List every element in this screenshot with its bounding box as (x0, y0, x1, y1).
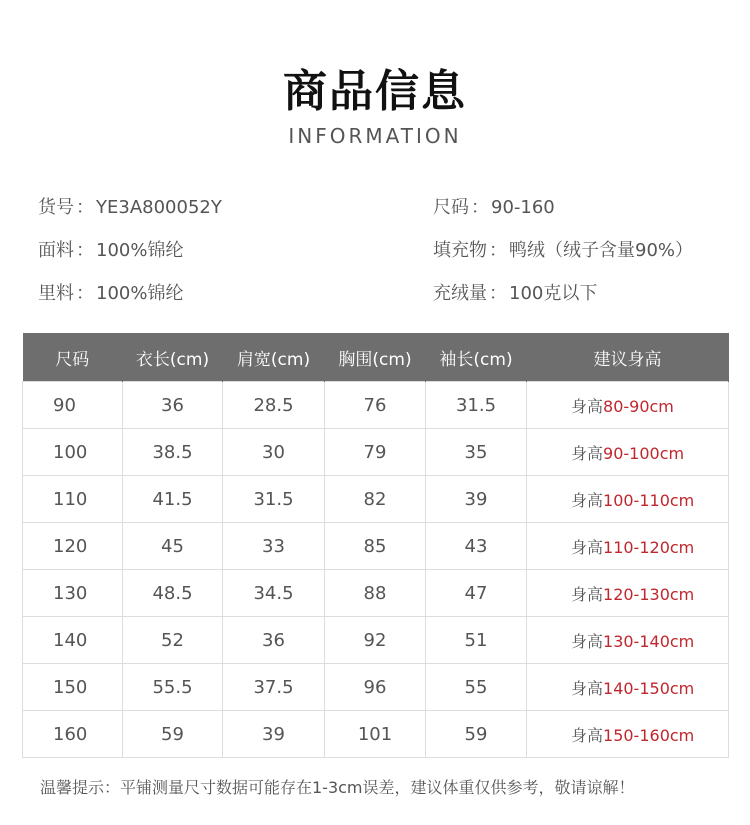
cell-height (527, 429, 729, 476)
height-range: 130-140cm (603, 631, 695, 651)
cell-sleeve: 47 (426, 570, 527, 617)
info-value: 100%锦纶 (96, 240, 184, 261)
height-range: 140-150cm (603, 678, 695, 698)
cell-sleeve: 51 (426, 617, 527, 664)
height-prefix: 身高 (571, 584, 604, 604)
height-range: 150-160cm (603, 725, 695, 745)
cell-size: 120 (23, 523, 123, 570)
cell-length: 48.5 (123, 570, 223, 617)
info-item-lining: 里料 ： 100%锦纶 (38, 283, 184, 304)
info-value: 鸭绒（绒子含量90%） (509, 240, 694, 261)
cell-chest: 76 (325, 382, 426, 429)
cell-sleeve: 35 (426, 429, 527, 476)
info-item-filling: 填充物 ： 鸭绒（绒子含量90%） (433, 240, 694, 261)
cell-chest: 92 (325, 617, 426, 664)
height-prefix: 身高 (571, 490, 604, 510)
height-prefix: 身高 (571, 537, 604, 557)
table-row (23, 429, 729, 476)
info-label: 里料 (38, 283, 74, 304)
height-prefix: 身高 (571, 443, 604, 463)
info-label: 面料 (38, 240, 74, 261)
cell-sleeve: 59 (426, 711, 527, 758)
cell-shoulder: 31.5 (223, 476, 325, 523)
info-label: 充绒量 (433, 283, 487, 304)
info-item-article-no: 货号 ： YE3A800052Y (38, 197, 222, 218)
cell-length: 41.5 (123, 476, 223, 523)
table-row (23, 664, 729, 711)
cell-height (527, 711, 729, 758)
height-range: 90-100cm (603, 443, 685, 463)
table-row (23, 617, 729, 664)
height-prefix: 身高 (571, 631, 604, 651)
table-row (23, 523, 729, 570)
cell-chest: 101 (325, 711, 426, 758)
height-range: 110-120cm (603, 537, 695, 557)
cell-height (527, 523, 729, 570)
cell-length: 38.5 (123, 429, 223, 476)
column-header-size: 尺码 (23, 333, 123, 382)
cell-sleeve: 43 (426, 523, 527, 570)
cell-shoulder: 30 (223, 429, 325, 476)
info-item-size-range: 尺码 ： 90-160 (433, 197, 555, 218)
height-range: 120-130cm (603, 584, 695, 604)
cell-sleeve: 55 (426, 664, 527, 711)
cell-size: 150 (23, 664, 123, 711)
cell-length: 36 (123, 382, 223, 429)
info-label: 尺码 (433, 197, 469, 218)
cell-sleeve: 39 (426, 476, 527, 523)
cell-length: 59 (123, 711, 223, 758)
cell-length: 52 (123, 617, 223, 664)
cell-chest: 85 (325, 523, 426, 570)
height-range: 80-90cm (603, 396, 674, 416)
cell-height (527, 382, 729, 429)
cell-height (527, 476, 729, 523)
table-header-row (23, 333, 729, 382)
cell-chest: 96 (325, 664, 426, 711)
cell-size: 90 (23, 382, 123, 429)
cell-shoulder: 39 (223, 711, 325, 758)
cell-shoulder: 28.5 (223, 382, 325, 429)
height-prefix: 身高 (571, 678, 604, 698)
cell-sleeve: 31.5 (426, 382, 527, 429)
cell-length: 45 (123, 523, 223, 570)
column-header-sleeve: 袖长(cm) (426, 333, 527, 382)
footer-note: 温馨提示：平铺测量尺寸数据可能存在1-3cm误差，建议体重仅供参考，敬请谅解！ (40, 778, 635, 797)
column-header-height: 建议身高 (527, 333, 729, 382)
cell-chest: 82 (325, 476, 426, 523)
cell-height (527, 570, 729, 617)
height-range: 100-110cm (603, 490, 695, 510)
cell-chest: 79 (325, 429, 426, 476)
info-item-fabric: 面料 ： 100%锦纶 (38, 240, 184, 261)
cell-shoulder: 33 (223, 523, 325, 570)
cell-size: 160 (23, 711, 123, 758)
cell-size: 130 (23, 570, 123, 617)
page-title: 商品信息 (283, 66, 467, 117)
cell-shoulder: 36 (223, 617, 325, 664)
column-header-shoulder: 肩宽(cm) (223, 333, 325, 382)
cell-height (527, 617, 729, 664)
cell-height (527, 664, 729, 711)
height-prefix: 身高 (571, 725, 604, 745)
info-value: 100克以下 (509, 283, 598, 304)
info-label: 填充物 (433, 240, 487, 261)
cell-size: 110 (23, 476, 123, 523)
height-prefix: 身高 (571, 396, 604, 416)
page-subtitle: INFORMATION (288, 124, 462, 148)
info-item-fill-weight: 充绒量 ： 100克以下 (433, 283, 598, 304)
column-header-chest: 胸围(cm) (325, 333, 426, 382)
table-row (23, 570, 729, 617)
info-value: 90-160 (491, 197, 555, 218)
column-header-length: 衣长(cm) (123, 333, 223, 382)
cell-shoulder: 34.5 (223, 570, 325, 617)
info-value: 100%锦纶 (96, 283, 184, 304)
table-row (23, 382, 729, 429)
cell-size: 100 (23, 429, 123, 476)
info-value: YE3A800052Y (96, 197, 222, 218)
table-row (23, 476, 729, 523)
cell-length: 55.5 (123, 664, 223, 711)
size-table (22, 333, 729, 758)
cell-shoulder: 37.5 (223, 664, 325, 711)
table-row (23, 711, 729, 758)
cell-chest: 88 (325, 570, 426, 617)
info-label: 货号 (38, 197, 74, 218)
cell-size: 140 (23, 617, 123, 664)
